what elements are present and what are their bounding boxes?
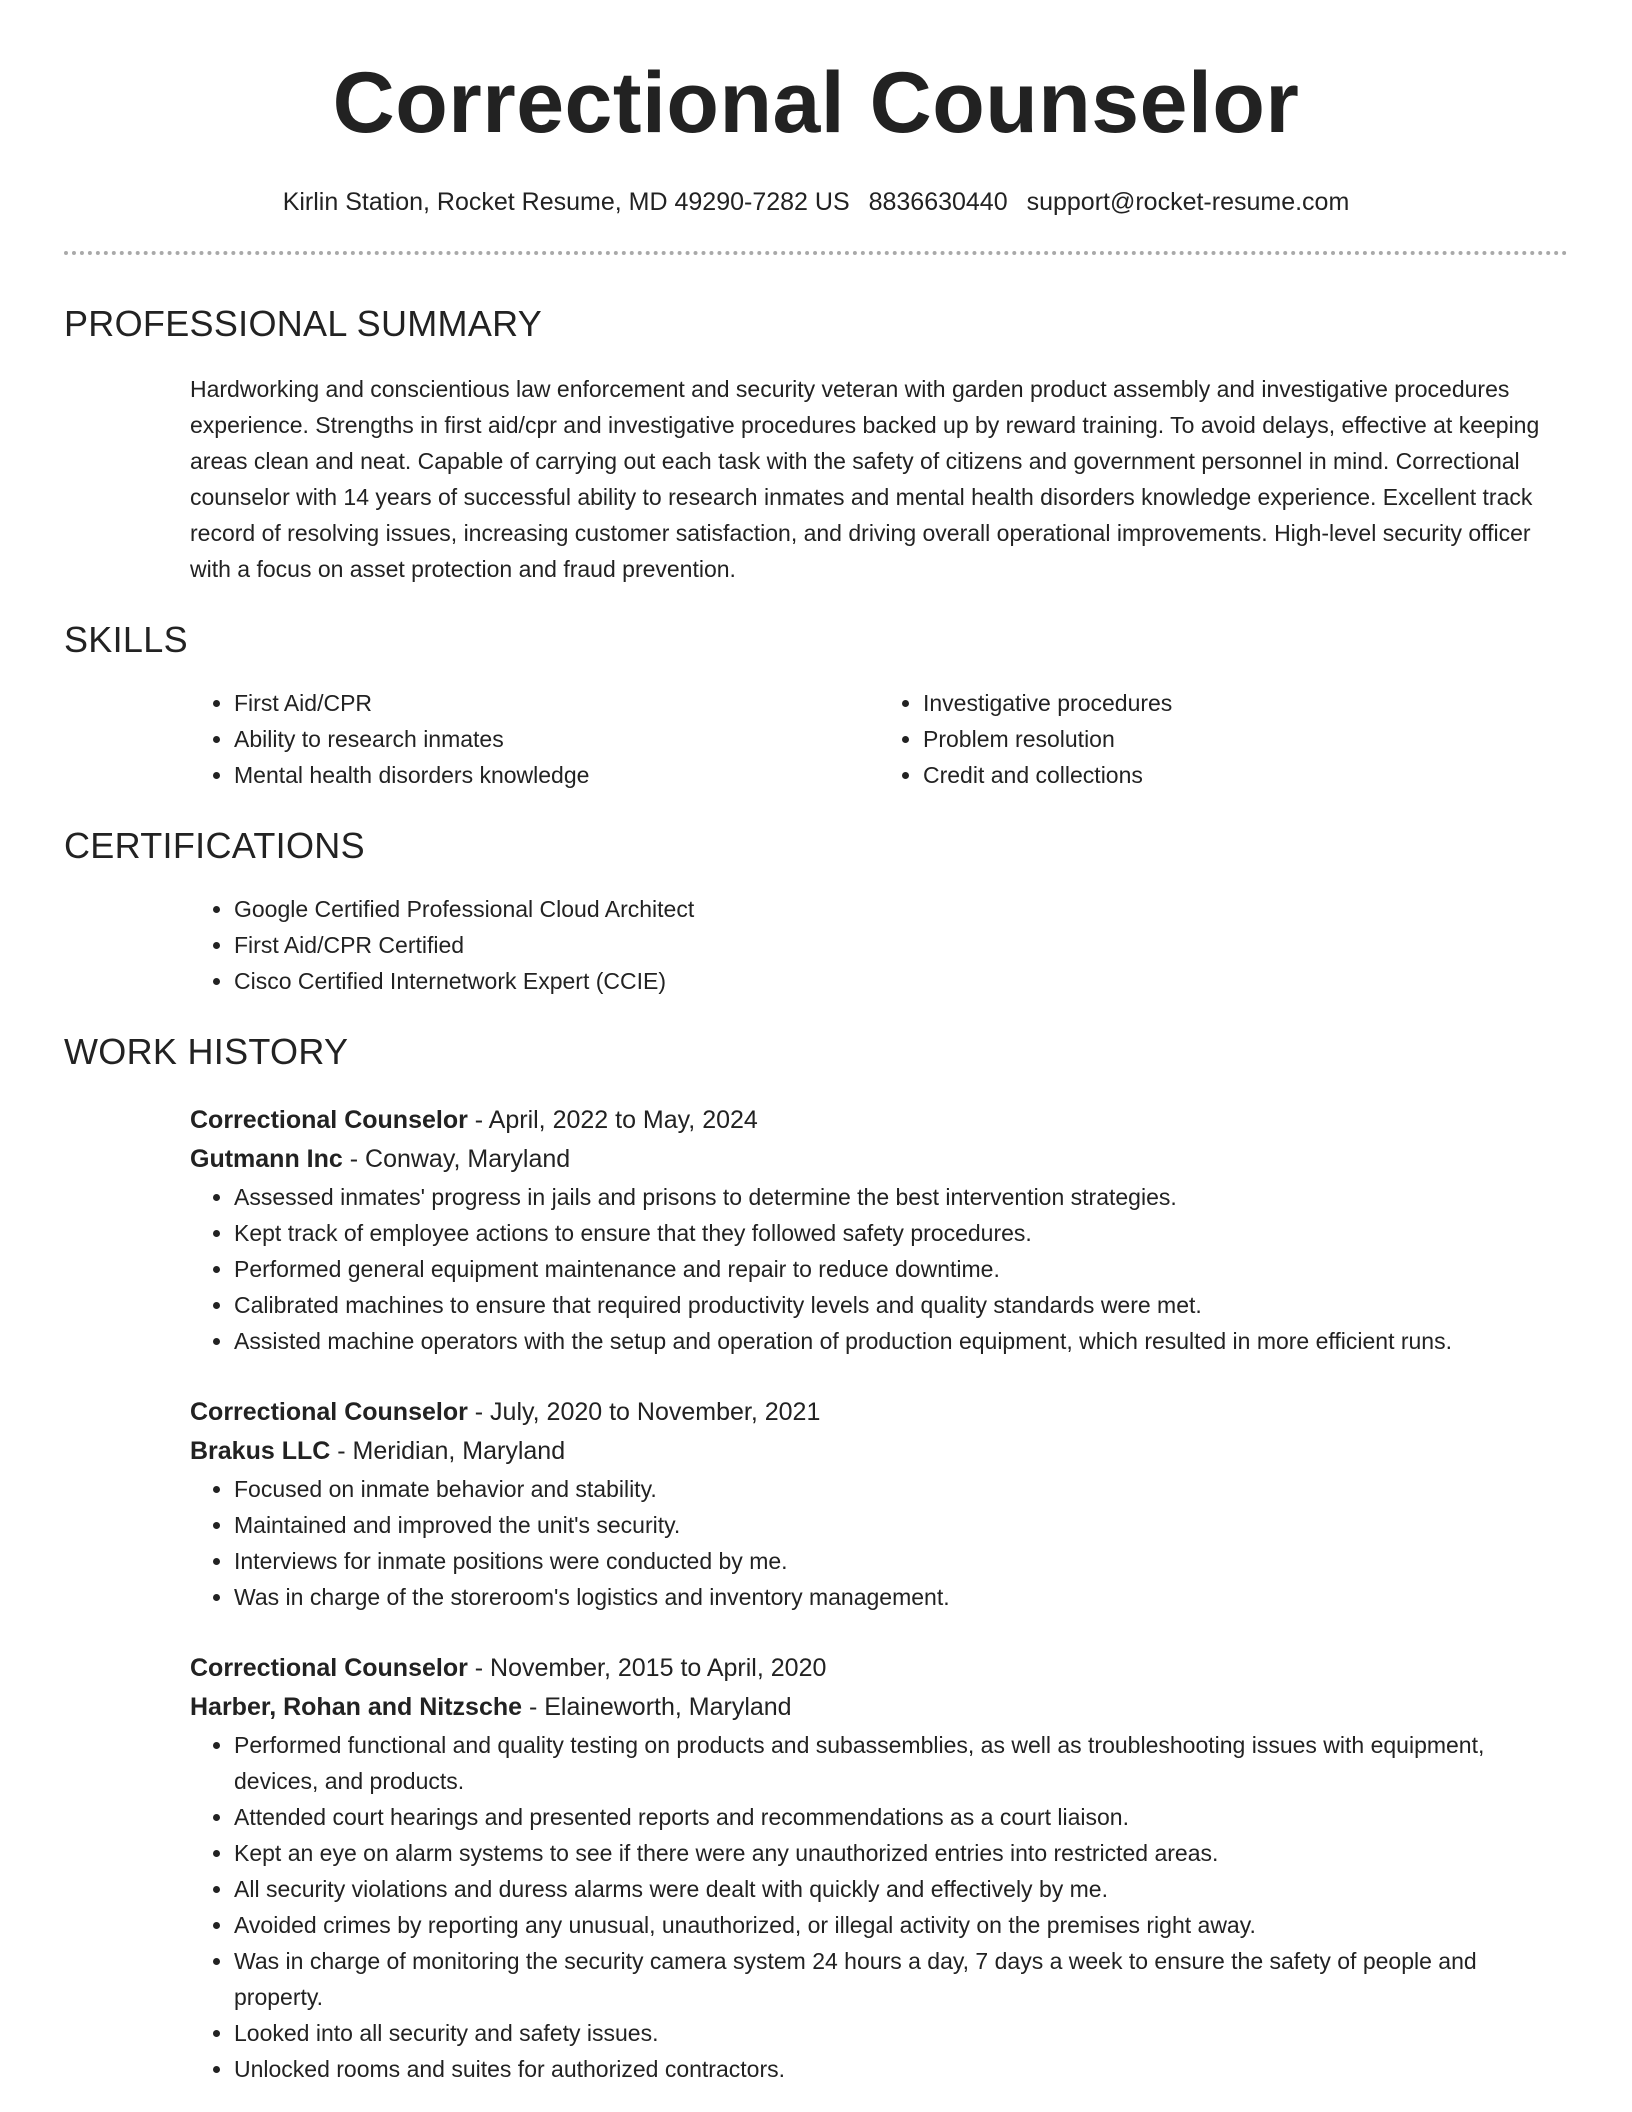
- skills-list-left: [190, 685, 879, 793]
- job-role: Correctional Counselor: [190, 1654, 468, 1682]
- job-title-line: [190, 1101, 1568, 1140]
- job-bullet: • Assisted machine operators with the setup and operation of production equipment, which resulted in more efficient runs.: [234, 1323, 1568, 1359]
- job-bullet: • Kept an eye on alarm systems to see if there were any unauthorized entries into restricted areas.: [234, 1835, 1568, 1871]
- job-location: - Meridian, Maryland: [330, 1437, 566, 1465]
- job-dates: - April, 2022 to May, 2024: [467, 1106, 758, 1134]
- job-bullet: • Avoided crimes by reporting any unusual, unauthorized, or illegal activity on the premises right away.: [234, 1907, 1568, 1943]
- job-location: - Elaineworth, Maryland: [522, 1693, 792, 1721]
- certification-item: • Cisco Certified Internetwork Expert (CCIE): [234, 963, 1568, 999]
- skill-item: • Problem resolution: [923, 721, 1568, 757]
- job-company-line: [190, 1688, 1568, 1727]
- certifications-heading: CERTIFICATIONS: [64, 825, 365, 866]
- job-title-line: [190, 1393, 1568, 1432]
- job-bullet: • Assessed inmates' progress in jails and prisons to determine the best intervention strategies.: [234, 1179, 1568, 1215]
- job-bullet: • Performed general equipment maintenance and repair to reduce downtime.: [234, 1251, 1568, 1287]
- certification-item: • First Aid/CPR Certified: [234, 927, 1568, 963]
- job-entry: [190, 1649, 1568, 2087]
- skill-item: • First Aid/CPR: [234, 685, 879, 721]
- job-dates: - November, 2015 to April, 2020: [467, 1654, 827, 1682]
- job-company-line: [190, 1140, 1568, 1179]
- resume-name: Correctional Counselor: [332, 55, 1300, 151]
- job-dates: - July, 2020 to November, 2021: [467, 1398, 821, 1426]
- skills-list-right: [879, 685, 1568, 793]
- certifications-section: [64, 825, 1568, 999]
- contact-phone: 8836630440: [868, 188, 1008, 216]
- job-bullet: • Interviews for inmate positions were conducted by me.: [234, 1543, 1568, 1579]
- job-company: Harber, Rohan and Nitzsche: [190, 1693, 523, 1721]
- contact-line: [64, 188, 1568, 217]
- job-bullets: [190, 1179, 1568, 1359]
- work-history-section: [64, 1031, 1568, 2087]
- contact-address: Kirlin Station, Rocket Resume, MD 49290-7282 US: [282, 188, 850, 216]
- job-bullet: • Performed functional and quality testing on products and subassemblies, as well as troubleshooting issues with equipment, devices, and products.: [234, 1727, 1568, 1799]
- summary-heading: PROFESSIONAL SUMMARY: [64, 303, 543, 344]
- skill-item: • Investigative procedures: [923, 685, 1568, 721]
- job-company-line: [190, 1432, 1568, 1471]
- certification-item: • Google Certified Professional Cloud Architect: [234, 891, 1568, 927]
- job-company: Gutmann Inc: [190, 1145, 343, 1173]
- job-location: - Conway, Maryland: [342, 1145, 571, 1173]
- job-bullet: • Was in charge of the storeroom's logistics and inventory management.: [234, 1579, 1568, 1615]
- skills-heading: SKILLS: [64, 619, 188, 660]
- job-title-line: [190, 1649, 1568, 1688]
- job-entry: [190, 1393, 1568, 1615]
- job-bullet: • All security violations and duress alarms were dealt with quickly and effectively by me.: [234, 1871, 1568, 1907]
- skills-section: [64, 619, 1568, 793]
- job-bullet: • Maintained and improved the unit's security.: [234, 1507, 1568, 1543]
- job-bullet: • Focused on inmate behavior and stability.: [234, 1471, 1568, 1507]
- job-bullet: • Unlocked rooms and suites for authorized contractors.: [234, 2051, 1568, 2087]
- skill-item: • Credit and collections: [923, 757, 1568, 793]
- summary-text: Hardworking and conscientious law enforcement and security veteran with garden product assembly and investigative procedures experience. Strengths in first aid/cpr and investigative procedures backed up by reward training. To avoid delays, effective at keeping areas clean and neat. Capable of carrying out each task with the safety of citizens and government personnel in mind. Correctional counselor with 14 years of successful ability to research inmates and mental health disorders knowledge experience. Excellent track record of resolving issues, increasing customer satisfaction, and driving overall operational improvements. High-level security officer with a focus on asset protection and fraud prevention.: [190, 376, 1540, 582]
- certifications-list-wrapper: [190, 891, 1568, 999]
- contact-email: support@rocket-resume.com: [1026, 188, 1350, 216]
- job-bullets: [190, 1727, 1568, 2087]
- header-divider: [64, 251, 1568, 255]
- certifications-list: [190, 891, 1568, 999]
- job-role: Correctional Counselor: [190, 1106, 468, 1134]
- skill-item: • Ability to research inmates: [234, 721, 879, 757]
- job-bullet: • Calibrated machines to ensure that required productivity levels and quality standards were met.: [234, 1287, 1568, 1323]
- work-history-heading: WORK HISTORY: [64, 1031, 349, 1072]
- job-role: Correctional Counselor: [190, 1398, 468, 1426]
- summary-section: [64, 303, 1568, 587]
- job-entry: [190, 1101, 1568, 1359]
- job-bullet: • Was in charge of monitoring the security camera system 24 hours a day, 7 days a week to ensure the safety of people and property.: [234, 1943, 1568, 2015]
- job-company: Brakus LLC: [190, 1437, 331, 1465]
- skills-grid: [190, 685, 1568, 793]
- job-bullet: • Kept track of employee actions to ensure that they followed safety procedures.: [234, 1215, 1568, 1251]
- job-bullets: [190, 1471, 1568, 1615]
- job-bullet: • Attended court hearings and presented reports and recommendations as a court liaison.: [234, 1799, 1568, 1835]
- skill-item: • Mental health disorders knowledge: [234, 757, 879, 793]
- job-bullet: • Looked into all security and safety issues.: [234, 2015, 1568, 2051]
